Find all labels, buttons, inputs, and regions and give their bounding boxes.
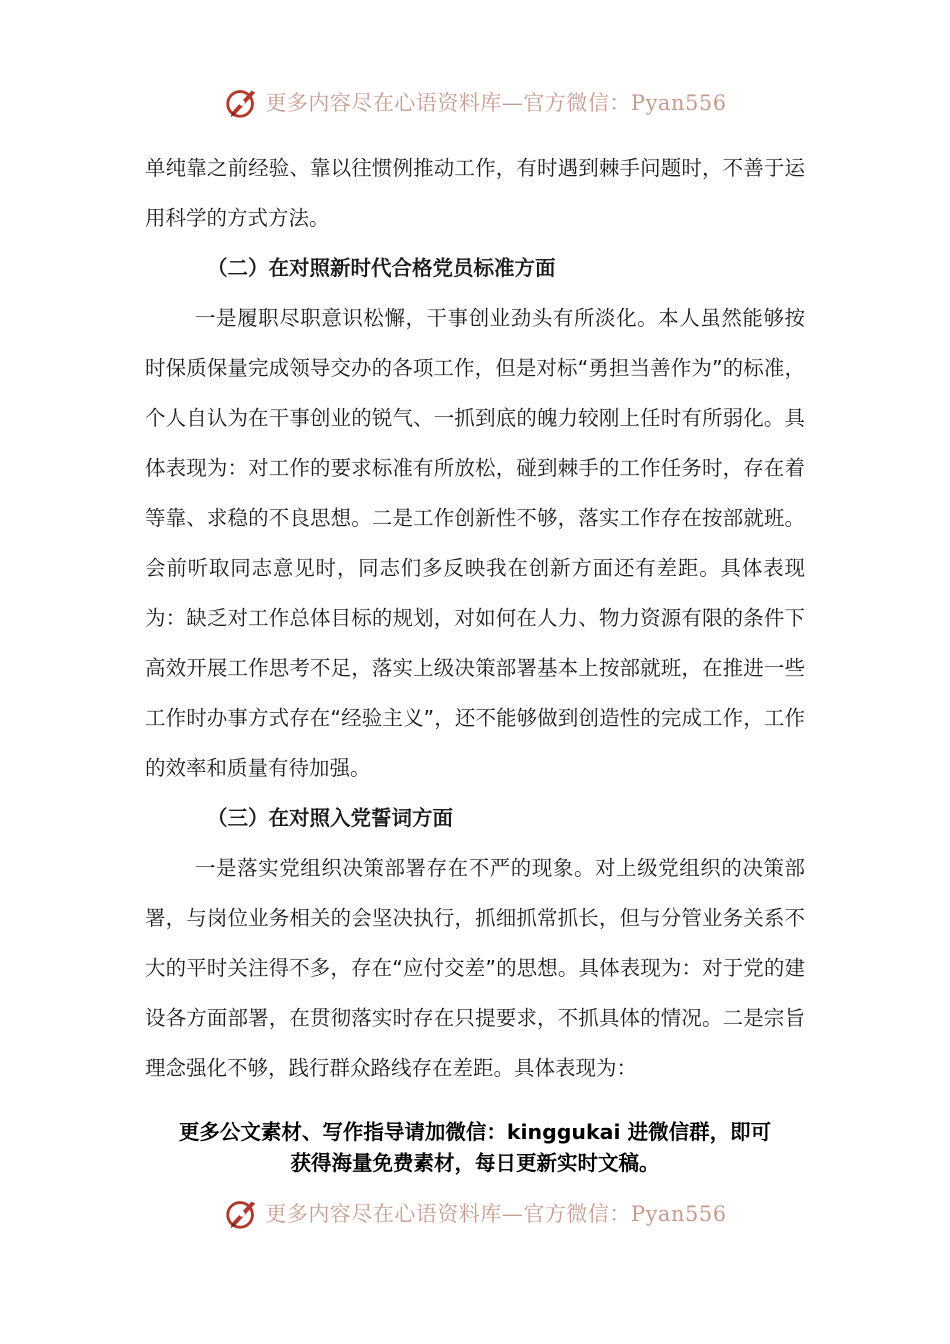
promo-line-2: 获得海量免费素材，每日更新实时文稿。 [290, 1151, 660, 1175]
footer-banner-text: 更多内容尽在心语资料库—官方微信：Pyan556 [265, 1202, 727, 1226]
header-banner-text: 更多内容尽在心语资料库—官方微信：Pyan556 [265, 91, 727, 115]
document-body [145, 143, 805, 1093]
section-heading-3: （三）在对照入党誓词方面 [207, 806, 453, 830]
paragraph-section-3: 一是落实党组织决策部署存在不严的现象。对上级党组织的决策部署，与岗位业务相关的会坚决执行，抓细抓常抓长，但与分管业务关系不大的平时关注得不多，存在“应付交差”的思想。具体表现为：对于党的建设各方面部署，在贯彻落实时存在只提要求，不抓具体的情况。二是宗旨理念强化不够，践行群众路线存在差距。具体表现为： [145, 856, 805, 1080]
pen-logo-icon [223, 1194, 261, 1232]
paragraph-continuation: 单纯靠之前经验、靠以往惯例推动工作，有时遇到棘手问题时，不善于运用科学的方式方法。 [145, 156, 805, 230]
footer-banner [0, 1191, 950, 1235]
section-heading-2: （二）在对照新时代合格党员标准方面 [207, 256, 556, 280]
promo-notice [0, 1117, 950, 1179]
pen-logo-icon [223, 83, 261, 121]
header-banner [0, 80, 950, 124]
paragraph-section-2: 一是履职尽职意识松懈，干事创业劲头有所淡化。本人虽然能够按时保质保量完成领导交办的各项工作，但是对标“勇担当善作为”的标准，个人自认为在干事创业的锐气、一抓到底的魄力较刚上任时有所弱化。具体表现为：对工作的要求标准有所放松，碰到棘手的工作任务时，存在着等靠、求稳的不良思想。二是工作创新性不够，落实工作存在按部就班。会前听取同志意见时，同志们多反映我在创新方面还有差距。具体表现为：缺乏对工作总体目标的规划，对如何在人力、物力资源有限的条件下高效开展工作思考不足，落实上级决策部署基本上按部就班，在推进一些工作时办事方式存在“经验主义”，还不能够做到创造性的完成工作，工作的效率和质量有待加强。 [145, 306, 805, 780]
promo-line-1: 更多公文素材、写作指导请加微信：kinggukai 进微信群，即可 [178, 1120, 772, 1144]
